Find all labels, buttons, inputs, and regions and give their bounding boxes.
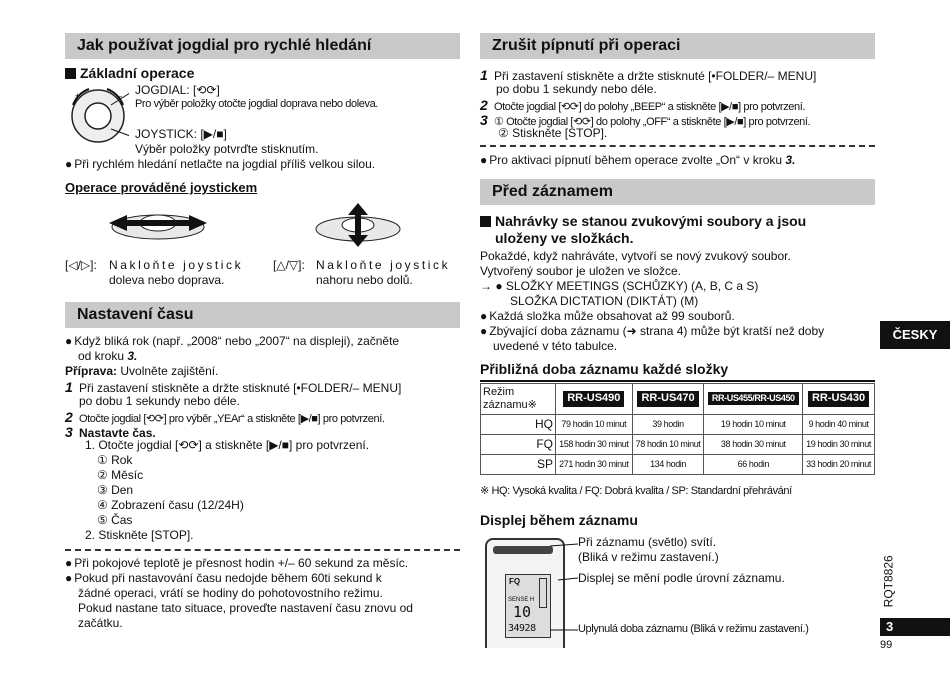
beep-step-3: 3 ① Otočte jogdial [⟲⟳] do polohy „OFF“ a stiskněte [▶/■] pro potvrzení. [480,112,811,128]
basic-operations-title: Základní operace [65,65,194,82]
square-bullet-icon [65,68,76,79]
time-section-header: Nastavení času [65,302,460,328]
timeout-note-3: Pokud nastane tato situace, proveďte nastavení času znovu od [78,601,413,615]
timeout-note-2: žádné operaci, vrátí se hodiny do pohotovostního režimu. [78,586,383,600]
page-number-small: 99 [880,639,893,651]
table-corner-cell: Režim záznamu※ [481,384,556,415]
display-callout-2: Displej se mění podle úrovní záznamu. [578,571,785,585]
right-column [480,33,875,663]
files-title: Nahrávky se stanou zvukovými soubory a jsou [480,213,806,230]
folders-line-1: → ● SLOŽKY MEETINGS (SCHŮZKY) (A, B, C a S) [480,279,759,293]
time-item-time: ⑤ Čas [97,513,133,527]
table-row: FQ 158 hodin 30 minut 78 hodin 10 minut 38 hodin 30 minut 19 hodin 30 minut [481,435,875,455]
jogdial-illustration [67,85,129,147]
files-bullet-2b: uvedené v této tabulce. [493,339,618,353]
table-footnote: ※ HQ: Vysoká kvalita / FQ: Dobrá kvalita / SP: Standardní přehrávání [480,485,792,497]
files-bullet-1: ● Každá složka může obsahovat až 99 souborů. [480,309,735,324]
recording-time-table [480,383,875,475]
display-callout-3: Uplynulá doba záznamu (Bliká v režimu zastavení.) [578,623,809,635]
model-cell: RR-US430 [803,384,875,415]
lcd-display: FQ SENSE H 10 34928 [505,574,551,638]
model-cell: RR-US470 [632,384,704,415]
up-down-text: Nakloňte joystick [316,258,451,272]
time-note-1: ● Když bliká rok (např. „2008“ nebo „2007“ na displeji), začněte [65,334,399,349]
time-step-1: 1 Při zastavení stiskněte a držte stisknuté [•FOLDER/– MENU] [65,379,402,395]
time-step-1b: po dobu 1 sekundy nebo déle. [79,394,240,408]
time-step-2: 2 Otočte jogdial [⟲⟳] pro výběr „YEAr“ a stiskněte [▶/■] pro potvrzení. [65,409,385,425]
joystick-desc: Výběr položky potvrďte stisknutím. [135,142,319,156]
timeout-note-4: začátku. [78,616,123,630]
left-right-key: [◁/▷]: [65,258,97,272]
fast-search-note: ● Při rychlém hledání netlačte na jogdial příliš velkou silou. [65,157,375,172]
up-down-text-2: nahoru nebo dolů. [316,273,413,287]
table-row: HQ 79 hodin 10 minut 39 hodin 19 hodin 10 minut 9 hodin 40 minut [481,415,875,435]
time-item-month: ② Měsíc [97,468,144,482]
document-code: RQT8826 [881,555,896,608]
files-p1: Pokaždé, když nahráváte, vytvoří se nový zvukový soubor. [480,249,791,263]
time-note-1b: od kroku 3. [78,349,138,363]
left-right-text: Nakloňte joystick [109,258,244,272]
beep-note: ● Pro aktivaci pípnutí během operace zvolte „On“ v kroku 3. [480,153,795,168]
before-recording-header: Před záznamem [480,179,875,205]
files-title-2: uloženy ve složkách. [495,230,634,246]
page-number: 3 [880,618,950,636]
beep-step-3b: ② Stiskněte [STOP]. [498,126,608,140]
jogdial-label: JOGDIAL: [⟲⟳] [135,83,220,97]
up-down-key: [△/▽]: [273,258,305,272]
table-top-rule [480,380,875,382]
time-step-3-1: 1. Otočte jogdial [⟲⟳] a stiskněte [▶/■] pro potvrzení. [85,438,370,452]
beep-step-2: 2 Otočte jogdial [⟲⟳] do polohy „BEEP“ a stiskněte [▶/■] pro potvrzení. [480,97,806,113]
joystick-up-down-illustration [313,201,403,249]
left-column [65,33,460,663]
time-step-3-2: 2. Stiskněte [STOP]. [85,528,194,542]
table-title: Přibližná doba záznamu každé složky [480,361,729,377]
document-code-wrapper [874,548,904,618]
clock-accuracy-note: ● Při pokojové teplotě je přesnost hodin +/– 60 sekund za měsíc. [65,556,408,571]
svg-text:+: + [75,91,81,101]
joystick-left-right-illustration [103,205,213,241]
beep-step-1: 1 Při zastavení stiskněte a držte stisknuté [•FOLDER/– MENU] [480,67,817,83]
language-tab: ČESKY [880,321,950,349]
timeout-note: ● Pokud při nastavování času nedojde během 60ti sekund k [65,571,382,586]
callout-lines [520,538,580,648]
jogdial-section-header: Jak používat jogdial pro rychlé hledání [65,33,460,59]
model-cell: RR-US490 [556,384,633,415]
jogdial-desc: Pro výběr položky otočte jogdial doprava nebo doleva. [135,98,378,110]
display-callout-1b: (Bliká v režimu zastavení.) [578,550,719,564]
display-callout-1: Při záznamu (světlo) svítí. [578,535,717,549]
beep-step-1b: po dobu 1 sekundy nebo déle. [496,82,657,96]
files-bullet-2: ● Zbývající doba záznamu (➜ strana 4) může být kratší než doby [480,324,824,339]
display-title: Displej během záznamu [480,512,638,528]
square-bullet-icon [480,216,491,227]
preparation-line: Příprava: Uvolněte zajištění. [65,364,219,378]
files-p2: Vytvořený soubor je uložen ve složce. [480,264,681,278]
joystick-operations-title: Operace prováděné joystickem [65,180,258,195]
divider [65,549,460,551]
svg-text:–: – [117,91,123,101]
divider [480,145,875,147]
time-item-year: ① Rok [97,453,133,467]
table-row: SP 271 hodin 30 minut 134 hodin 66 hodin 33 hodin 20 minut [481,455,875,475]
folders-line-2: SLOŽKA DICTATION (DIKTÁT) (M) [510,294,699,308]
beep-section-header: Zrušit pípnutí při operaci [480,33,875,59]
joystick-label: JOYSTICK: [▶/■] [135,127,227,141]
model-cell: RR-US455/RR-US450 [704,384,803,415]
time-item-format: ④ Zobrazení času (12/24H) [97,498,244,512]
left-right-text-2: doleva nebo doprava. [109,273,225,287]
table-header-row [481,384,875,415]
time-item-day: ③ Den [97,483,134,497]
time-step-3: 3 Nastavte čas. [65,424,156,440]
